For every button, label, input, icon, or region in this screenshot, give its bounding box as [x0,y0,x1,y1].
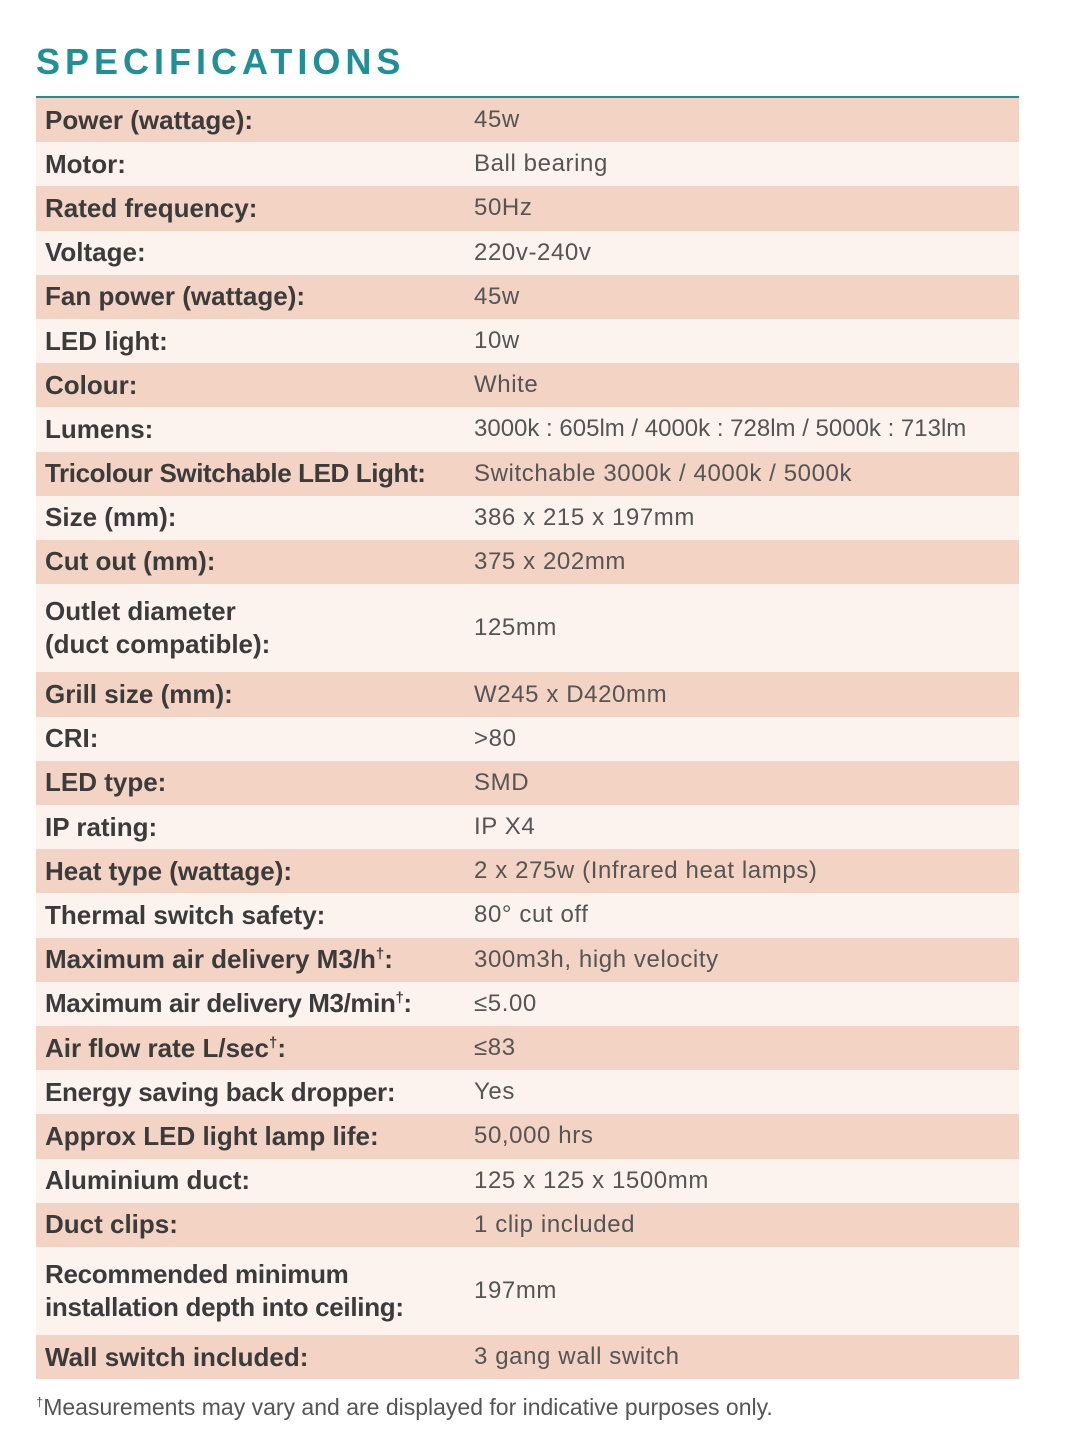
spec-value: IP X4 [474,813,536,841]
spec-value: 3 gang wall switch [474,1343,680,1371]
spec-row-tricolour-led [36,452,1019,496]
spec-label: CRI: [45,723,99,754]
spec-value: White [474,371,539,399]
spec-row-motor [36,142,1019,186]
spec-label-suffix: : [384,944,393,975]
spec-value: W245 x D420mm [474,680,668,708]
spec-value: 80° cut off [474,901,589,929]
spec-label-text: Maximum air delivery M3/min [45,988,396,1019]
specifications-table [36,98,1019,1379]
spec-row-cut-out [36,540,1019,584]
spec-value: 386 x 215 x 197mm [474,503,695,531]
spec-label: Wall switch included: [45,1341,309,1372]
spec-value: ≤5.00 [474,989,537,1017]
spec-value: >80 [474,724,517,752]
dagger-mark: † [268,1033,278,1051]
spec-label: Fan power (wattage): [45,281,306,312]
spec-value: 45w [474,106,520,134]
spec-label: Motor: [45,148,126,179]
spec-label: Approx LED light lamp life: [45,1120,379,1151]
spec-label: Cut out (mm): [45,546,216,577]
spec-row-lumens [36,407,1019,451]
spec-label: Duct clips: [45,1209,178,1240]
spec-label [36,1258,474,1324]
spec-row-air-delivery-m3min [36,982,1019,1026]
spec-value: 45w [474,282,520,310]
spec-row-cri [36,717,1019,761]
spec-row-rated-frequency [36,186,1019,230]
spec-label-suffix: : [277,1032,286,1063]
spec-row-thermal-switch [36,893,1019,937]
spec-row-voltage [36,231,1019,275]
spec-label: Grill size (mm): [45,679,233,710]
footnote-text: Measurements may vary and are displayed for indicative purposes only. [43,1394,773,1420]
spec-label: Power (wattage): [45,104,254,135]
spec-value: 1 clip included [474,1210,636,1238]
spec-label-line: Recommended minimum [45,1259,349,1290]
spec-row-size [36,496,1019,540]
spec-row-air-delivery-m3h [36,938,1019,982]
spec-row-led-light [36,319,1019,363]
spec-label: IP rating: [45,811,158,842]
spec-row-air-flow-rate [36,1026,1019,1070]
spec-label-suffix: : [403,988,412,1019]
dagger-mark: † [395,989,404,1007]
spec-value: 197mm [474,1277,558,1305]
spec-row-fan-power [36,275,1019,319]
spec-label [36,943,474,976]
spec-label [36,1032,474,1065]
spec-value: 375 x 202mm [474,547,627,575]
spec-label: Lumens: [45,413,154,444]
dagger-mark: † [375,945,385,963]
spec-value: 10w [474,327,520,355]
spec-value: 3000k : 605lm / 4000k : 728lm / 5000k : 713lm [474,415,967,443]
spec-row-ip-rating [36,805,1019,849]
spec-row-wall-switch [36,1335,1019,1379]
spec-row-heat-type [36,849,1019,893]
spec-row-grill-size [36,672,1019,716]
spec-label-text: Air flow rate L/sec [45,1032,269,1063]
spec-label: LED light: [45,325,168,356]
spec-row-outlet-diameter [36,584,1019,672]
spec-row-colour [36,363,1019,407]
spec-value: SMD [474,768,530,796]
spec-row-power [36,98,1019,142]
spec-value: ≤83 [474,1034,516,1062]
spec-label-line: Outlet diameter [45,596,236,627]
spec-row-duct-clips [36,1203,1019,1247]
spec-label: Heat type (wattage): [45,855,293,886]
spec-row-lamp-life [36,1114,1019,1158]
spec-row-installation-depth [36,1247,1019,1335]
spec-label: Size (mm): [45,502,177,533]
spec-value: 2 x 275w (Infrared heat lamps) [474,857,818,885]
page-title: SPECIFICATIONS [36,41,406,82]
spec-label [36,595,474,661]
spec-label-line: (duct compatible): [45,629,271,660]
spec-label: Voltage: [45,237,146,268]
spec-value: Ball bearing [474,150,608,178]
spec-label: Energy saving back dropper: [45,1076,396,1107]
spec-value: 50Hz [474,194,533,222]
spec-label-line: installation depth into ceiling: [45,1292,404,1323]
spec-row-led-type [36,761,1019,805]
spec-label: Rated frequency: [45,192,258,223]
dagger-mark: † [36,1394,44,1410]
spec-label: Thermal switch safety: [45,899,326,930]
spec-label: LED type: [45,767,167,798]
spec-label-text: Maximum air delivery M3/h [45,944,376,975]
spec-row-back-dropper [36,1070,1019,1114]
spec-value: 220v-240v [474,238,592,266]
spec-row-aluminium-duct [36,1159,1019,1203]
footnote [36,1394,773,1421]
spec-label: Aluminium duct: [45,1165,251,1196]
spec-value: 300m3h, high velocity [474,945,719,973]
spec-value: 125 x 125 x 1500mm [474,1166,709,1194]
spec-value: Yes [474,1078,515,1106]
spec-value: 50,000 hrs [474,1122,594,1150]
spec-label [36,987,474,1020]
spec-value: Switchable 3000k / 4000k / 5000k [474,459,853,487]
spec-label: Colour: [45,369,138,400]
spec-value: 125mm [474,614,558,642]
spec-label: Tricolour Switchable LED Light: [45,458,426,489]
